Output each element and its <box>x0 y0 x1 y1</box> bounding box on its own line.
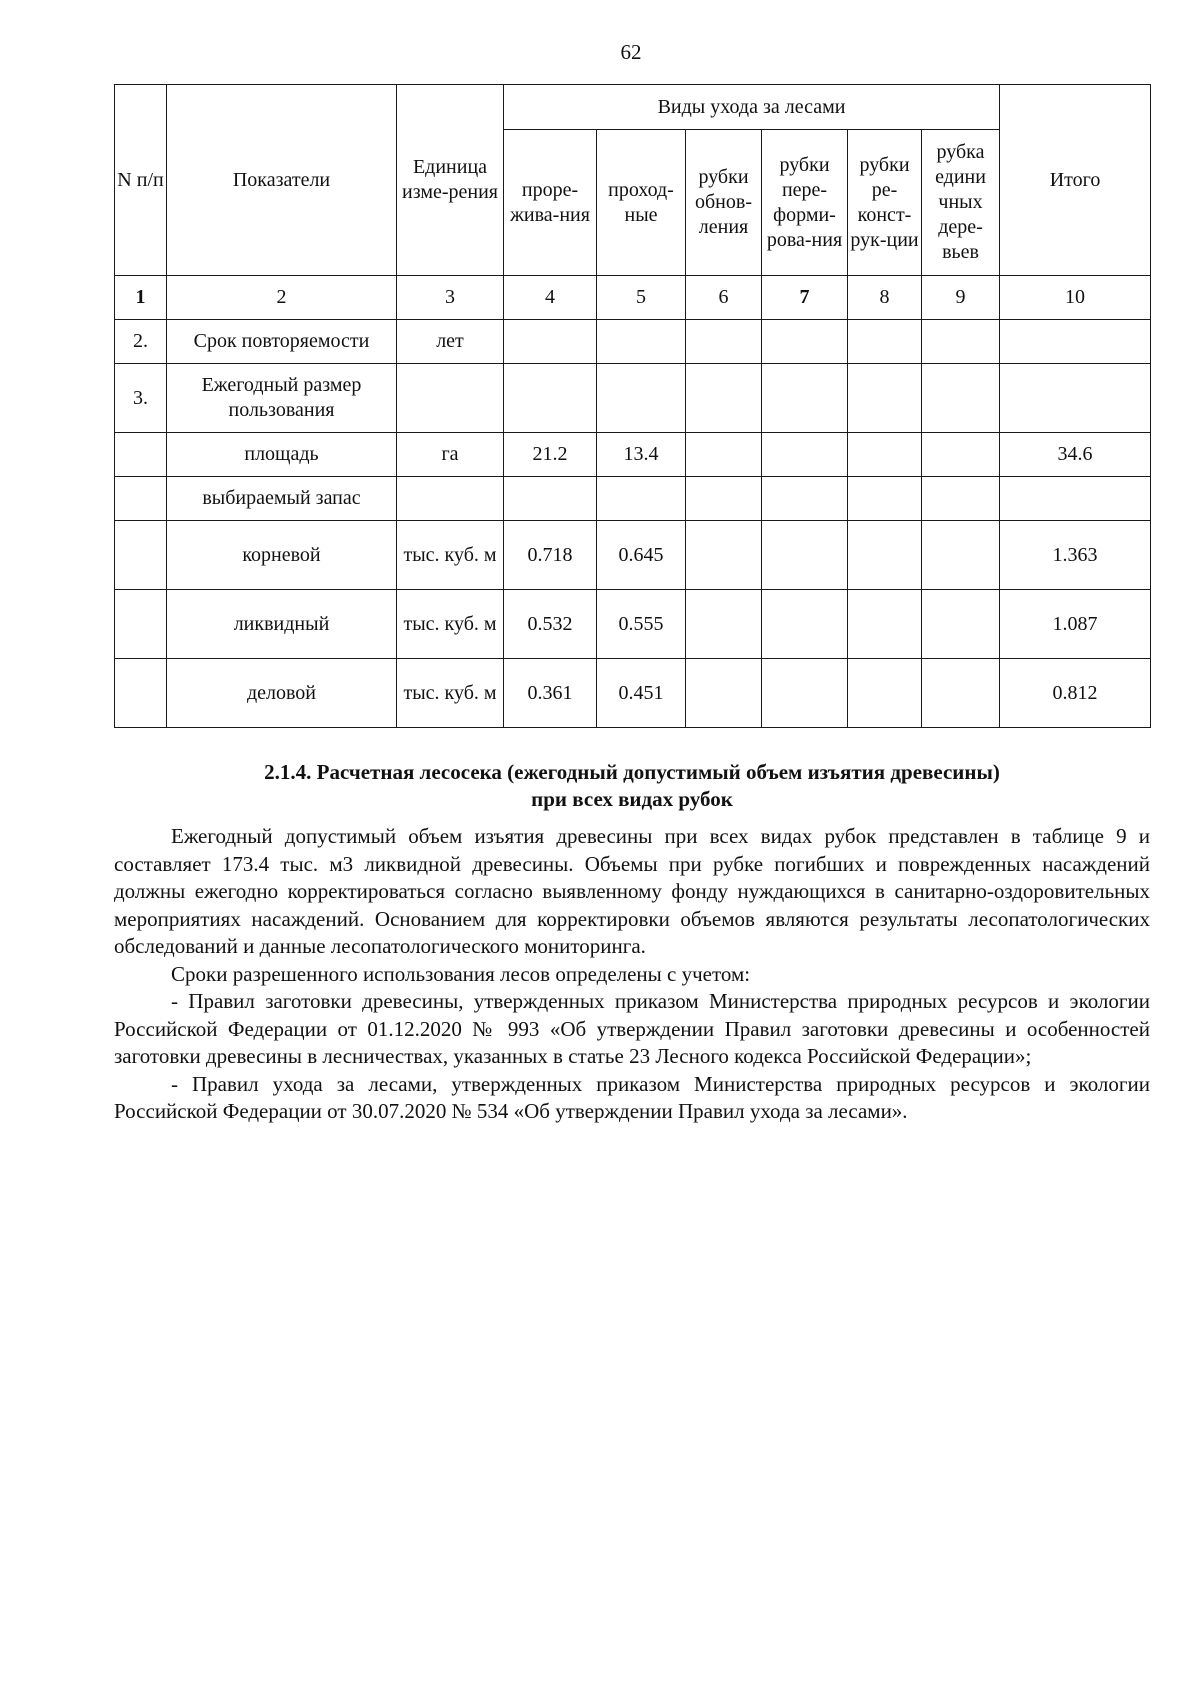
section-body <box>114 823 1150 1126</box>
header-indicator: Показатели <box>167 85 397 276</box>
row-value: 0.555 <box>597 590 686 659</box>
col-number: 10 <box>1000 276 1151 320</box>
row-value: 0.718 <box>504 521 597 590</box>
row-value <box>922 364 1000 433</box>
row-value <box>848 477 922 521</box>
forest-care-table <box>114 84 1151 728</box>
row-value: 0.532 <box>504 590 597 659</box>
table-header-row-1 <box>115 85 1151 130</box>
row-value <box>848 590 922 659</box>
column-number-row <box>115 276 1151 320</box>
row-total: 1.087 <box>1000 590 1151 659</box>
row-value: 13.4 <box>597 433 686 477</box>
table-row-area <box>115 433 1151 477</box>
row-total <box>1000 364 1151 433</box>
row-value <box>848 320 922 364</box>
row-value <box>686 659 762 728</box>
row-indicator: корневой <box>167 521 397 590</box>
row-value <box>504 477 597 521</box>
row-value <box>597 320 686 364</box>
row-value <box>686 477 762 521</box>
row-unit <box>397 364 504 433</box>
paragraph: Сроки разрешенного использования лесов определены с учетом: <box>171 961 751 986</box>
table-row-recurrence <box>115 320 1151 364</box>
row-unit: тыс. куб. м <box>397 659 504 728</box>
row-value <box>504 320 597 364</box>
table-row-liquid <box>115 590 1151 659</box>
row-value: 0.361 <box>504 659 597 728</box>
row-total: 1.363 <box>1000 521 1151 590</box>
row-value <box>922 477 1000 521</box>
row-total <box>1000 477 1151 521</box>
row-value <box>922 590 1000 659</box>
row-total <box>1000 320 1151 364</box>
col-number: 3 <box>397 276 504 320</box>
page-number: 62 <box>620 40 642 64</box>
row-num <box>115 433 167 477</box>
row-value <box>762 320 848 364</box>
row-value <box>686 521 762 590</box>
header-type-single-trees: рубка едини чных дере-вьев <box>922 130 1000 276</box>
header-type-reconstruction: рубки ре-конст-рук-ции <box>848 130 922 276</box>
section-heading-line: при всех видах рубок <box>531 787 733 811</box>
row-unit: га <box>397 433 504 477</box>
row-value <box>762 433 848 477</box>
header-unit: Единица изме-рения <box>397 85 504 276</box>
row-value <box>597 477 686 521</box>
row-indicator: выбираемый запас <box>167 477 397 521</box>
row-num: 2. <box>115 320 167 364</box>
row-value <box>922 433 1000 477</box>
header-type-reformation: рубки пере-форми-рова-ния <box>762 130 848 276</box>
row-value <box>762 364 848 433</box>
col-number: 8 <box>848 276 922 320</box>
header-type-thinning: проре-жива-ния <box>504 130 597 276</box>
col-number: 6 <box>686 276 762 320</box>
row-indicator: Ежегодный размер пользования <box>167 364 397 433</box>
table-row-stock <box>115 477 1151 521</box>
section-heading-line: 2.1.4. Расчетная лесосека (ежегодный допустимый объем изъятия древесины) <box>264 760 1000 784</box>
header-num: N п/п <box>115 85 167 276</box>
paragraph: - Правил ухода за лесами, утвержденных приказом Министерства природных ресурсов и экологии Российской Федерации от 30.07.2020 № 534 «Об утверждении Правил ухода за лесами». <box>114 1071 1150 1123</box>
row-unit <box>397 477 504 521</box>
header-type-renewal: рубки обнов-ления <box>686 130 762 276</box>
row-value: 0.645 <box>597 521 686 590</box>
paragraph: - Правил заготовки древесины, утвержденных приказом Министерства природных ресурсов и экологии Российской Федерации от 01.12.2020 № 993 «Об утверждении Правил заготовки древесины и особенностей заготовки древесины в лесничествах, указанных в статье 23 Лесного кодекса Российской Федерации»; <box>114 989 1150 1068</box>
header-care-types-group: Виды ухода за лесами <box>504 85 1000 130</box>
header-total: Итого <box>1000 85 1151 276</box>
row-value <box>762 521 848 590</box>
row-unit: лет <box>397 320 504 364</box>
row-total: 0.812 <box>1000 659 1151 728</box>
row-unit: тыс. куб. м <box>397 521 504 590</box>
table-row-business <box>115 659 1151 728</box>
paragraph: Ежегодный допустимый объем изъятия древесины при всех видах рубок представлен в таблице 9 и составляет 173.4 тыс. м3 ликвидной древесины. Объемы при рубке погибших и поврежденных насаждений должны ежегодно корректироваться согласно выявленному фонду нуждающихся в санитарно-оздоровительных мероприятиях насаждений. Основанием для корректировки объемов являются результаты лесопатологических обследований и данные лесопатологического мониторинга. <box>114 824 1150 958</box>
col-number: 5 <box>597 276 686 320</box>
col-number: 4 <box>504 276 597 320</box>
col-number: 1 <box>115 276 167 320</box>
row-value <box>686 364 762 433</box>
section-heading <box>114 759 1150 813</box>
row-value <box>762 590 848 659</box>
col-number: 9 <box>922 276 1000 320</box>
row-value <box>686 433 762 477</box>
row-indicator: площадь <box>167 433 397 477</box>
row-num <box>115 477 167 521</box>
row-value <box>848 521 922 590</box>
table-row-annual-use <box>115 364 1151 433</box>
row-value <box>504 364 597 433</box>
row-value <box>597 364 686 433</box>
row-value: 21.2 <box>504 433 597 477</box>
row-value <box>922 659 1000 728</box>
row-num <box>115 659 167 728</box>
row-total: 34.6 <box>1000 433 1151 477</box>
row-num: 3. <box>115 364 167 433</box>
row-value <box>848 433 922 477</box>
row-value <box>922 320 1000 364</box>
table-row-root <box>115 521 1151 590</box>
row-value <box>686 590 762 659</box>
row-value: 0.451 <box>597 659 686 728</box>
row-num <box>115 521 167 590</box>
row-num <box>115 590 167 659</box>
row-indicator: Срок повторяемости <box>167 320 397 364</box>
header-type-passage: проход-ные <box>597 130 686 276</box>
row-indicator: деловой <box>167 659 397 728</box>
row-value <box>848 659 922 728</box>
row-value <box>686 320 762 364</box>
row-value <box>922 521 1000 590</box>
row-unit: тыс. куб. м <box>397 590 504 659</box>
col-number: 7 <box>762 276 848 320</box>
row-value <box>762 477 848 521</box>
row-indicator: ликвидный <box>167 590 397 659</box>
row-value <box>762 659 848 728</box>
row-value <box>848 364 922 433</box>
col-number: 2 <box>167 276 397 320</box>
